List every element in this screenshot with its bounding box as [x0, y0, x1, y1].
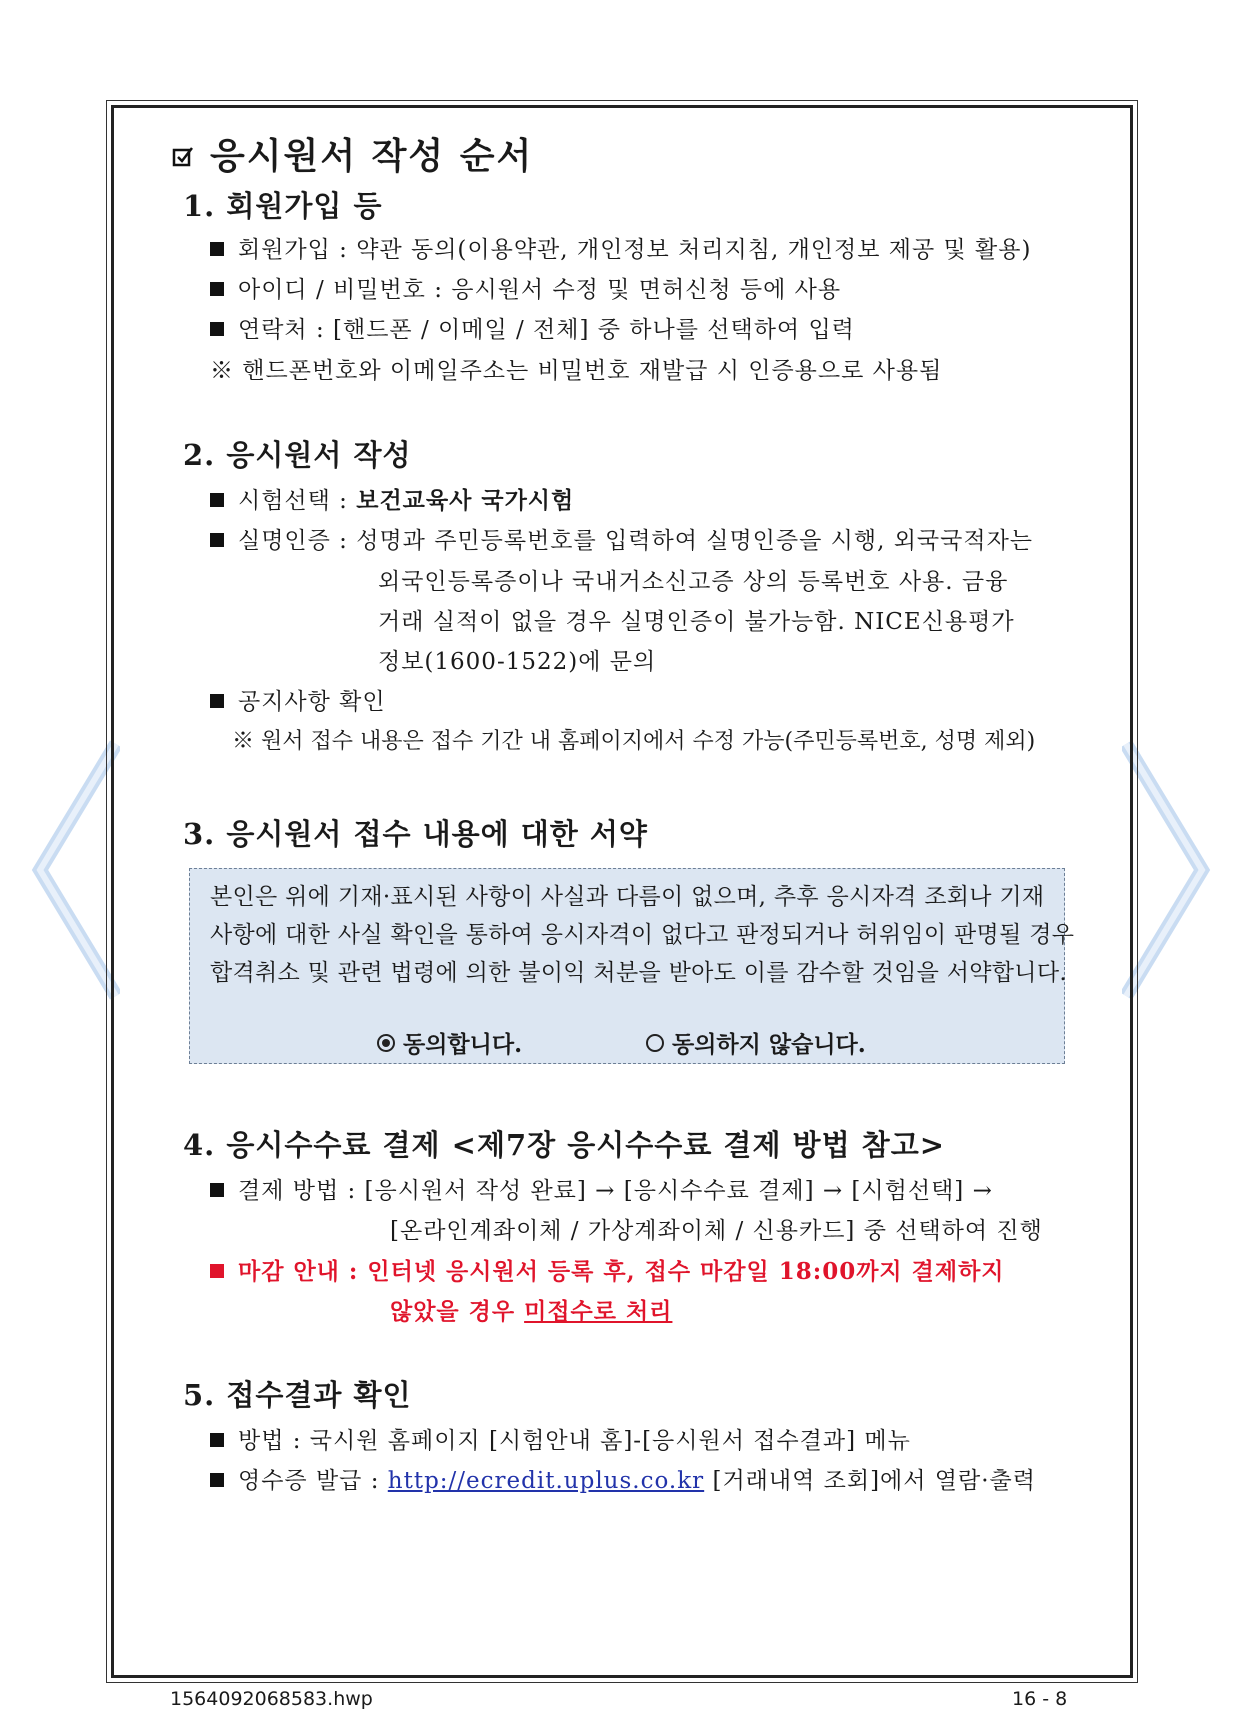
- verify-text-line: 정보(1600-1522)에 문의: [378, 649, 657, 675]
- list-item: 영수증 발급 : http://ecredit.uplus.co.kr [거래내역 조회]에서 열람·출력: [210, 1462, 1036, 1495]
- list-item: 회원가입 : 약관 동의(이용약관, 개인정보 처리지침, 개인정보 제공 및 활용): [210, 231, 1031, 264]
- section3-heading: 3. 응시원서 접수 내용에 대한 서약: [183, 817, 648, 851]
- page-title-text: 응시원서 작성 순서: [210, 135, 534, 177]
- disagree-radio[interactable]: 동의하지 않습니다.: [646, 1026, 866, 1059]
- oath-text-line: 본인은 위에 기재·표시된 사항이 사실과 다름이 없으며, 추후 응시자격 조회나 기재: [210, 884, 1045, 910]
- radio-unchecked-icon[interactable]: [646, 1034, 664, 1052]
- list-item: 연락처 : [핸드폰 / 이메일 / 전체] 중 하나를 선택하여 입력: [210, 311, 855, 344]
- list-item: 실명인증 : 성명과 주민등록번호를 입력하여 실명인증을 시행, 외국국적자는: [210, 522, 1033, 555]
- section2-note: ※ 원서 접수 내용은 접수 기간 내 홈페이지에서 수정 가능(주민등록번호, 성명 제외): [232, 729, 1036, 754]
- oath-text-line: 합격취소 및 관련 법령에 의한 불이익 처분을 받아도 이를 감수할 것임을 서약합니다.: [210, 960, 1067, 986]
- list-item: 공지사항 확인: [210, 683, 386, 716]
- list-item: 아이디 / 비밀번호 : 응시원서 수정 및 면허신청 등에 사용: [210, 271, 841, 304]
- list-item: 결제 방법 : [응시원서 작성 완료] → [응시수수료 결제] → [시험선택] →: [210, 1172, 993, 1205]
- bullet-icon: [210, 1264, 224, 1278]
- section1-note: ※ 핸드폰번호와 이메일주소는 비밀번호 재발급 시 인증용으로 사용됨: [210, 358, 943, 384]
- bullet-icon: [210, 242, 224, 256]
- footer-filename: 1564092068583.hwp: [170, 1688, 373, 1710]
- bullet-icon: [210, 694, 224, 708]
- deadline-notice-line2: 않았을 경우 미접수로 처리: [390, 1298, 673, 1325]
- bullet-icon: [210, 282, 224, 296]
- bullet-icon: [210, 533, 224, 547]
- list-item: 방법 : 국시원 홈페이지 [시험안내 홈]-[응시원서 접수결과] 메뉴: [210, 1422, 911, 1455]
- checkbox-icon: [172, 145, 194, 167]
- verify-text-line: 거래 실적이 없을 경우 실명인증이 불가능함. NICE신용평가: [378, 609, 1015, 635]
- footer-page-number: 16 - 8: [1012, 1688, 1068, 1710]
- payment-method-line: [온라인계좌이체 / 가상계좌이체 / 신용카드] 중 선택하여 진행: [390, 1218, 1043, 1244]
- section4-heading: 4. 응시수수료 결제 <제7장 응시수수료 결제 방법 참고>: [183, 1128, 946, 1162]
- bullet-icon: [210, 1183, 224, 1197]
- bullet-icon: [210, 493, 224, 507]
- section2-heading: 2. 응시원서 작성: [183, 438, 412, 472]
- page-title: [172, 128, 533, 179]
- oath-text-line: 사항에 대한 사실 확인을 통하여 응시자격이 없다고 판정되거나 허위임이 판명될 경우: [210, 922, 1075, 948]
- agree-radio[interactable]: 동의합니다.: [377, 1026, 522, 1059]
- section5-heading: 5. 접수결과 확인: [183, 1378, 412, 1412]
- verify-text-line: 외국인등록증이나 국내거소신고증 상의 등록번호 사용. 금융: [378, 569, 1009, 595]
- receipt-link[interactable]: http://ecredit.uplus.co.kr: [387, 1468, 705, 1494]
- bullet-icon: [210, 1473, 224, 1487]
- radio-checked-icon[interactable]: [377, 1034, 395, 1052]
- exam-name: 보건교육사 국가시험: [356, 487, 575, 514]
- deadline-notice: 마감 안내 : 인터넷 응시원서 등록 후, 접수 마감일 18:00까지 결제하지: [210, 1253, 1005, 1286]
- list-item: 시험선택 : 보건교육사 국가시험: [210, 482, 574, 515]
- bullet-icon: [210, 1433, 224, 1447]
- section1-heading: 1. 회원가입 등: [183, 189, 383, 223]
- bullet-icon: [210, 322, 224, 336]
